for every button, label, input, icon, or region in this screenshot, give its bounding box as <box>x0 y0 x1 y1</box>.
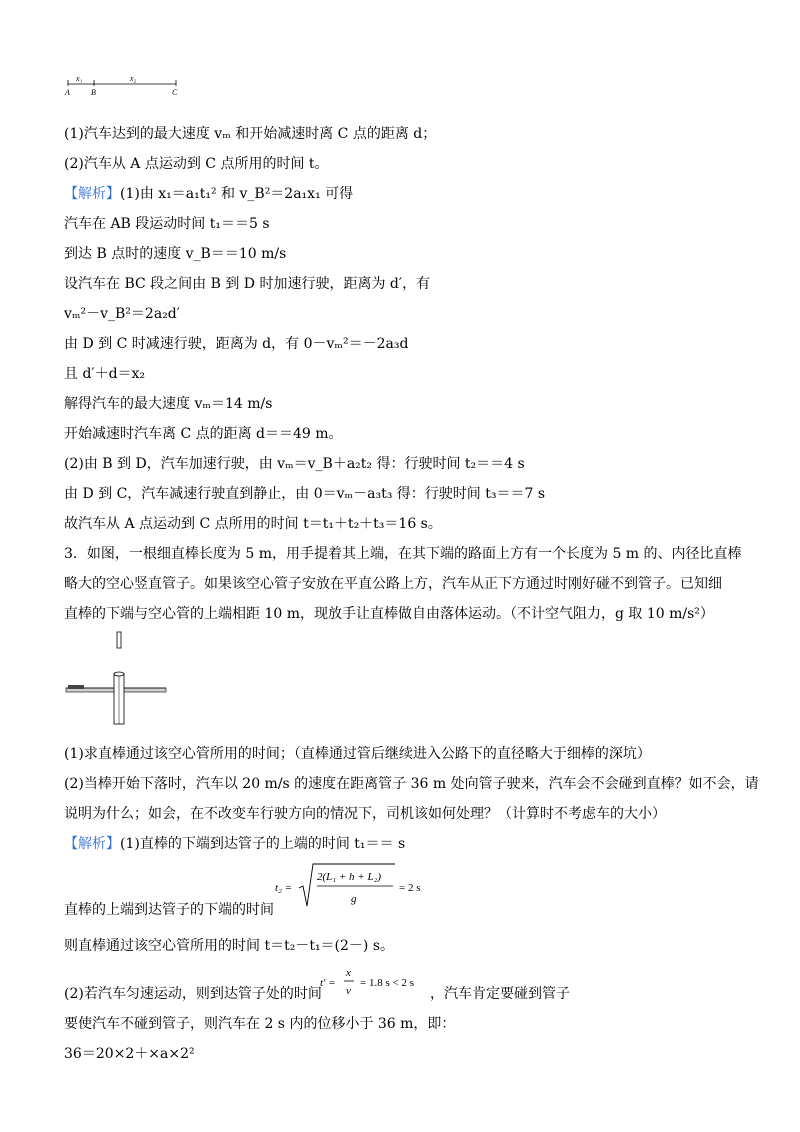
formula-t2 <box>275 862 445 912</box>
problem-3-solution-2: 直棒的上端到达管子的下端的时间 <box>64 902 274 918</box>
formula-t-prime <box>320 962 440 1002</box>
question-2: (2)汽车从 A 点运动到 C 点所用的时间 t。 <box>64 156 329 172</box>
pipe-top <box>114 672 124 676</box>
solution-line-8: 解得汽车的最大速度 vₘ＝14 m/s <box>64 396 273 412</box>
problem-3-solution-1 <box>64 834 405 854</box>
car <box>68 685 84 689</box>
solution-line-4: 设汽车在 BC 段之间由 B 到 D 时加速行驶，距离为 d′，有 <box>64 276 431 292</box>
formula-tp-lhs: t′ = <box>320 977 336 989</box>
formula-tp-rhs: = 1.8 s < 2 s <box>360 977 414 989</box>
label-c: C <box>172 88 178 97</box>
formula-t2-rhs: = 2 s <box>399 882 421 894</box>
problem-3-line-1: 3．如图，一根细直棒长度为 5 m，用手提着其上端，在其下端的路面上方有一个长度为 5 m 的、内径比直棒 <box>64 546 742 562</box>
solution-line-10: (2)由 B 到 D，汽车加速行驶，由 vₘ＝v_B＋a₂t₂ 得：行驶时间 t₂＝＝4 s <box>64 456 525 472</box>
formula-t2-den: g <box>351 893 357 905</box>
formula-tp-num: x <box>346 967 351 979</box>
solution-line-3: 到达 B 点时的速度 v_B＝＝10 m/s <box>64 246 287 262</box>
problem-3-solution-4b: ，汽车肯定要碰到管子 <box>430 986 570 1002</box>
segment-diagram <box>62 72 192 98</box>
problem-3-question-1: (1)求直棒通过该空心管所用的时间；（直棒通过管后继续进入公路下的直径略大于细棒的深坑） <box>64 746 651 762</box>
label-a: A <box>65 88 70 97</box>
solution-line-2: 汽车在 AB 段运动时间 t₁＝＝5 s <box>64 216 270 232</box>
formula-t2-num: 2(L₁ + h + L₂) <box>317 871 382 883</box>
problem-3-solution-text-1: (1)直棒的下端到达管子的上端的时间 t₁＝＝ s <box>120 836 406 852</box>
label-x1: x₁ <box>76 74 83 83</box>
label-b: B <box>91 88 96 97</box>
analysis-tag-2: 【解析】 <box>64 836 120 852</box>
solution-line-7: 且 d′＋d＝x₂ <box>64 366 146 382</box>
rod-pipe-diagram <box>62 628 172 728</box>
solution-line-9: 开始减速时汽车离 C 点的距离 d＝＝49 m。 <box>64 426 343 442</box>
analysis-tag: 【解析】 <box>64 186 120 202</box>
solution-line-12: 故汽车从 A 点运动到 C 点所用的时间 t＝t₁＋t₂＋t₃＝16 s。 <box>64 516 442 532</box>
label-x2: x₂ <box>130 74 137 83</box>
problem-3-solution-5: 要使汽车不碰到管子，则汽车在 2 s 内的位移小于 36 m，即： <box>64 1016 456 1032</box>
formula-t2-lhs: t₂ = <box>275 882 293 894</box>
rod <box>117 632 121 648</box>
question-1: (1)汽车达到的最大速度 vₘ 和开始减速时离 C 点的距离 d； <box>64 126 437 142</box>
problem-3-line-3: 直棒的下端与空心管的上端相距 10 m，现放手让直棒做自由落体运动。（不计空气阻力，g 取 10 m/s²） <box>64 606 714 622</box>
solution-line-11: 由 D 到 C，汽车减速行驶直到静止，由 0＝vₘ－a₃t₃ 得：行驶时间 t₃＝＝7 s <box>64 486 546 502</box>
solution-line-1 <box>64 184 353 204</box>
problem-3-question-2b: 说明为什么；如会，在不改变车行驶方向的情况下，司机该如何处理？（计算时不考虑车的大小） <box>64 806 666 822</box>
solution-text-1: (1)由 x₁＝a₁t₁² 和 v_B²＝2a₁x₁ 可得 <box>120 186 354 202</box>
problem-3-line-2: 略大的空心竖直管子。如果该空心管子安放在平直公路上方，汽车从正下方通过时刚好碰不到管子。已知细 <box>64 576 722 592</box>
solution-line-5: vₘ²－v_B²＝2a₂d′ <box>64 306 180 322</box>
problem-3-solution-6: 36＝20×2＋×a×2² <box>64 1046 195 1062</box>
formula-tp-den: v <box>346 985 351 997</box>
problem-3-question-2a: (2)当棒开始下落时，汽车以 20 m/s 的速度在距离管子 36 m 处向管子驶来，汽车会不会碰到直棒？如不会，请 <box>64 776 759 792</box>
problem-3-solution-3: 则直棒通过该空心管所用的时间 t＝t₂－t₁＝(2－) s。 <box>64 938 395 954</box>
problem-3-solution-4: (2)若汽车匀速运动，则到达管子处的时间 <box>64 986 322 1002</box>
solution-line-6: 由 D 到 C 时减速行驶，距离为 d，有 0－vₘ²＝－2a₃d <box>64 336 409 352</box>
